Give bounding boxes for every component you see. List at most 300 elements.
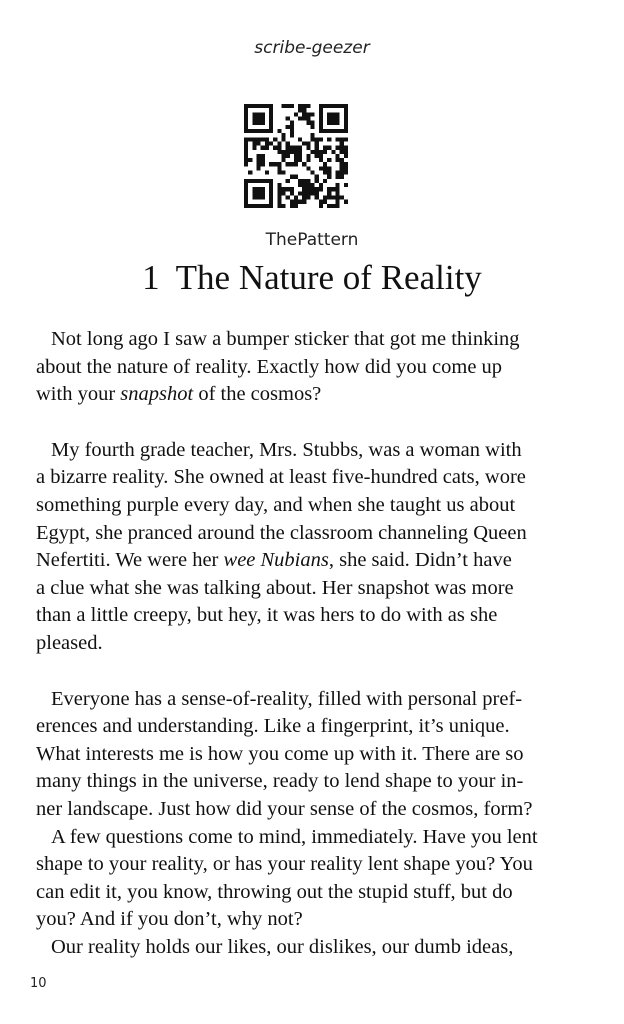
qr-module: [256, 137, 260, 141]
text-line: many things in the universe, ready to lend shape to your in-: [36, 770, 524, 793]
qr-module: [336, 146, 340, 150]
qr-module: [286, 162, 290, 166]
qr-module: [261, 154, 265, 158]
qr-module: [261, 187, 265, 191]
qr-module: [340, 196, 344, 200]
qr-module: [311, 121, 315, 125]
qr-module: [311, 187, 315, 191]
qr-module: [311, 133, 315, 137]
book-subtitle: ThePattern: [265, 230, 359, 250]
text-line: can edit it, you know, throwing out the stupid stuff, but do: [36, 880, 513, 903]
qr-module: [286, 146, 290, 150]
qr-module: [244, 183, 248, 187]
qr-module: [261, 121, 265, 125]
qr-module: [302, 162, 306, 166]
qr-module: [269, 104, 273, 108]
qr-module: [340, 141, 344, 145]
qr-module: [336, 116, 340, 120]
qr-module: [315, 137, 319, 141]
qr-module: [244, 141, 248, 145]
qr-module: [298, 200, 302, 204]
qr-module: [294, 154, 298, 158]
qr-module: [344, 200, 348, 204]
qr-module: [261, 104, 265, 108]
qr-module: [294, 146, 298, 150]
qr-module: [319, 204, 323, 208]
qr-module: [344, 104, 348, 108]
qr-module: [336, 171, 340, 175]
qr-module: [327, 112, 331, 116]
qr-module: [252, 121, 256, 125]
qr-module: [336, 183, 340, 187]
qr-module: [248, 204, 252, 208]
qr-module: [269, 200, 273, 204]
qr-module: [298, 183, 302, 187]
qr-module: [306, 183, 310, 187]
qr-module: [323, 171, 327, 175]
qr-module: [277, 183, 281, 187]
qr-module: [323, 104, 327, 108]
qr-module: [336, 175, 340, 179]
qr-module: [261, 162, 265, 166]
qr-module: [336, 112, 340, 116]
qr-module: [244, 154, 248, 158]
qr-module: [281, 150, 285, 154]
qr-module: [261, 158, 265, 162]
qr-module: [302, 187, 306, 191]
qr-module: [302, 104, 306, 108]
qr-module: [323, 196, 327, 200]
qr-module: [311, 183, 315, 187]
qr-module: [252, 112, 256, 116]
text-line: shape to your reality, or has your reality lent shape you? You: [36, 853, 533, 876]
qr-module: [261, 191, 265, 195]
qr-module: [306, 166, 310, 170]
qr-module: [294, 150, 298, 154]
text-line: Our reality holds our likes, our dislikes, our dumb ideas,: [51, 935, 514, 958]
qr-module: [294, 196, 298, 200]
qr-module: [298, 179, 302, 183]
qr-module: [252, 187, 256, 191]
qr-module: [344, 171, 348, 175]
qr-module: [244, 187, 248, 191]
qr-module: [336, 154, 340, 158]
chapter-title: The Nature of Reality: [175, 258, 482, 297]
qr-module: [331, 116, 335, 120]
text-line: erences and understanding. Like a fingerprint, it’s unique.: [36, 715, 510, 738]
qr-module: [265, 179, 269, 183]
qr-module: [290, 146, 294, 150]
qr-module: [281, 204, 285, 208]
qr-module: [311, 191, 315, 195]
qr-module: [340, 129, 344, 133]
qr-module: [273, 146, 277, 150]
qr-module: [269, 116, 273, 120]
qr-module: [315, 179, 319, 183]
qr-module: [306, 116, 310, 120]
qr-module: [340, 146, 344, 150]
qr-module: [336, 200, 340, 204]
qr-module: [319, 187, 323, 191]
qr-module: [286, 141, 290, 145]
qr-module: [331, 187, 335, 191]
qr-module: [252, 137, 256, 141]
chapter-number: 1: [142, 258, 160, 297]
qr-module: [331, 121, 335, 125]
qr-module: [319, 104, 323, 108]
qr-module: [327, 175, 331, 179]
qr-module: [261, 137, 265, 141]
qr-module: [256, 154, 260, 158]
qr-module: [344, 108, 348, 112]
qr-module: [290, 200, 294, 204]
qr-module: [244, 121, 248, 125]
qr-module: [244, 129, 248, 133]
qr-module: [294, 200, 298, 204]
qr-module: [331, 104, 335, 108]
qr-module: [261, 196, 265, 200]
qr-module: [265, 129, 269, 133]
qr-module: [306, 154, 310, 158]
qr-module: [286, 150, 290, 154]
qr-module: [261, 179, 265, 183]
qr-module: [261, 112, 265, 116]
qr-module: [331, 196, 335, 200]
qr-module: [344, 154, 348, 158]
qr-module: [298, 108, 302, 112]
qr-module: [344, 129, 348, 133]
qr-module: [273, 137, 277, 141]
qr-module: [252, 146, 256, 150]
qr-module: [331, 204, 335, 208]
qr-module: [311, 137, 315, 141]
text-run: with your: [36, 383, 121, 406]
qr-module: [319, 129, 323, 133]
qr-module: [261, 204, 265, 208]
qr-module: [319, 108, 323, 112]
text-line: about the nature of reality. Exactly how did you come up: [36, 355, 503, 378]
qr-module: [281, 137, 285, 141]
text-line: than a little creepy, but hey, it was hers to do with as she: [36, 604, 498, 627]
text-line: My fourth grade teacher, Mrs. Stubbs, was a woman with: [51, 438, 522, 461]
qr-module: [265, 204, 269, 208]
qr-module: [252, 196, 256, 200]
qr-module: [306, 146, 310, 150]
qr-module: [327, 121, 331, 125]
qr-module: [331, 112, 335, 116]
qr-module: [319, 166, 323, 170]
paragraph-gap: [36, 409, 596, 437]
qr-module: [294, 162, 298, 166]
qr-module: [336, 196, 340, 200]
qr-module: [256, 196, 260, 200]
qr-module: [244, 112, 248, 116]
text-line: What interests me is how you come up with it. There are so: [36, 742, 524, 765]
paragraph: [36, 326, 596, 409]
qr-module: [244, 196, 248, 200]
qr-module: [323, 166, 327, 170]
qr-module: [290, 104, 294, 108]
qr-module: [244, 108, 248, 112]
qr-module: [261, 146, 265, 150]
qr-module: [344, 162, 348, 166]
qr-module: [244, 191, 248, 195]
qr-module: [269, 121, 273, 125]
qr-module: [252, 104, 256, 108]
qr-module: [327, 104, 331, 108]
qr-module: [306, 104, 310, 108]
qr-module: [302, 196, 306, 200]
qr-module: [327, 158, 331, 162]
qr-module: [286, 154, 290, 158]
qr-module: [269, 196, 273, 200]
qr-module: [302, 191, 306, 195]
qr-module: [298, 154, 302, 158]
qr-module: [306, 179, 310, 183]
qr-module: [261, 129, 265, 133]
qr-module: [277, 204, 281, 208]
qr-module: [269, 179, 273, 183]
qr-module: [252, 116, 256, 120]
qr-module: [265, 141, 269, 145]
qr-module: [319, 137, 323, 141]
qr-module: [340, 137, 344, 141]
qr-code-image: [244, 104, 348, 208]
qr-module: [311, 150, 315, 154]
qr-module: [244, 162, 248, 166]
paragraph: [36, 437, 596, 658]
qr-module: [315, 191, 319, 195]
qr-module: [327, 129, 331, 133]
qr-module: [281, 187, 285, 191]
qr-module: [298, 150, 302, 154]
qr-module: [302, 183, 306, 187]
qr-module: [281, 191, 285, 195]
chapter-body: [36, 326, 596, 961]
qr-module: [244, 116, 248, 120]
qr-module: [323, 129, 327, 133]
qr-module: [281, 154, 285, 158]
page-number: 10: [30, 976, 47, 991]
qr-module: [256, 112, 260, 116]
qr-module: [256, 116, 260, 120]
text-line: Everyone has a sense-of-reality, filled with personal pref-: [51, 687, 523, 710]
text-line: you? And if you don’t, why not?: [36, 908, 303, 931]
qr-module: [244, 200, 248, 204]
qr-module: [244, 158, 248, 162]
qr-module: [256, 104, 260, 108]
qr-module: [323, 146, 327, 150]
qr-module: [277, 146, 281, 150]
qr-module: [302, 141, 306, 145]
text-line: Not long ago I saw a bumper sticker that got me thinking: [51, 328, 520, 350]
qr-module: [306, 121, 310, 125]
qr-module: [244, 146, 248, 150]
qr-module: [265, 137, 269, 141]
qr-module: [323, 150, 327, 154]
qr-module: [323, 179, 327, 183]
qr-module: [327, 166, 331, 170]
qr-module: [290, 162, 294, 166]
qr-module: [290, 125, 294, 129]
text-line: [36, 547, 596, 575]
qr-module: [290, 129, 294, 133]
qr-module: [277, 129, 281, 133]
qr-module: [248, 171, 252, 175]
qr-module: [269, 141, 273, 145]
qr-module: [294, 158, 298, 162]
qr-module: [327, 204, 331, 208]
qr-module: [327, 137, 331, 141]
qr-module: [302, 179, 306, 183]
qr-module: [277, 200, 281, 204]
qr-module: [344, 121, 348, 125]
qr-module: [281, 104, 285, 108]
qr-module: [256, 121, 260, 125]
qr-module: [306, 187, 310, 191]
qr-module: [290, 187, 294, 191]
qr-module: [277, 191, 281, 195]
qr-module: [244, 204, 248, 208]
qr-module: [244, 150, 248, 154]
qr-module: [256, 204, 260, 208]
qr-module: [256, 187, 260, 191]
qr-module: [331, 129, 335, 133]
qr-module: [340, 171, 344, 175]
qr-module: [306, 141, 310, 145]
qr-module: [306, 196, 310, 200]
qr-module: [344, 137, 348, 141]
qr-module: [319, 150, 323, 154]
qr-module: [340, 175, 344, 179]
qr-module: [340, 104, 344, 108]
qr-module: [327, 146, 331, 150]
qr-module: [273, 162, 277, 166]
qr-module: [294, 175, 298, 179]
qr-module: [344, 112, 348, 116]
qr-module: [344, 146, 348, 150]
qr-module: [252, 204, 256, 208]
qr-module: [319, 200, 323, 204]
qr-module: [344, 166, 348, 170]
text-line: [36, 381, 596, 409]
text-line: Egypt, she pranced around the classroom channeling Queen: [36, 521, 527, 544]
qr-module: [286, 104, 290, 108]
qr-module: [248, 179, 252, 183]
qr-module: [277, 171, 281, 175]
qr-module: [294, 204, 298, 208]
qr-module: [269, 112, 273, 116]
qr-module: [277, 162, 281, 166]
qr-module: [290, 191, 294, 195]
qr-module: [277, 166, 281, 170]
text-line: ner landscape. Just how did your sense of the cosmos, form?: [36, 797, 533, 820]
qr-module: [336, 129, 340, 133]
qr-module: [336, 191, 340, 195]
qr-module: [286, 187, 290, 191]
qr-module: [265, 171, 269, 175]
qr-module: [244, 137, 248, 141]
qr-module: [319, 154, 323, 158]
qr-module: [340, 166, 344, 170]
text-run: of the cosmos?: [193, 383, 322, 406]
qr-module: [248, 104, 252, 108]
qr-module: [340, 150, 344, 154]
qr-module: [269, 129, 273, 133]
qr-module: [269, 162, 273, 166]
qr-module: [298, 146, 302, 150]
qr-module: [306, 191, 310, 195]
qr-module: [311, 171, 315, 175]
paragraph-gap: [36, 658, 596, 686]
qr-module: [269, 191, 273, 195]
qr-module: [323, 162, 327, 166]
qr-module: [256, 166, 260, 170]
qr-module: [340, 162, 344, 166]
qr-module: [252, 129, 256, 133]
qr-module: [281, 171, 285, 175]
qr-module: [336, 187, 340, 191]
text-line: a clue what she was talking about. Her snapshot was more: [36, 576, 514, 599]
qr-module: [311, 125, 315, 129]
qr-module: [256, 191, 260, 195]
text-line: pleased.: [36, 631, 103, 654]
qr-module: [302, 108, 306, 112]
qr-module: [256, 158, 260, 162]
qr-module: [269, 125, 273, 129]
qr-module: [306, 158, 310, 162]
qr-module: [261, 116, 265, 120]
qr-module: [286, 125, 290, 129]
qr-module: [327, 196, 331, 200]
qr-module: [277, 196, 281, 200]
qr-module: [327, 187, 331, 191]
qr-module: [252, 191, 256, 195]
qr-module: [315, 187, 319, 191]
qr-module: [311, 112, 315, 116]
qr-module: [319, 158, 323, 162]
qr-module: [327, 116, 331, 120]
qr-module: [286, 179, 290, 183]
qr-module: [281, 133, 285, 137]
qr-module: [269, 204, 273, 208]
qr-module: [244, 104, 248, 108]
italic-text: wee Nubians: [223, 549, 329, 572]
qr-module: [244, 125, 248, 129]
qr-module: [319, 183, 323, 187]
qr-module: [277, 187, 281, 191]
qr-module: [344, 150, 348, 154]
text-run: , she said. Didn’t have: [328, 549, 512, 572]
qr-module: [336, 158, 340, 162]
qr-module: [248, 129, 252, 133]
qr-module: [290, 204, 294, 208]
qr-module: [315, 154, 319, 158]
qr-module: [327, 171, 331, 175]
qr-module: [315, 175, 319, 179]
paragraph: [36, 686, 596, 962]
qr-module: [248, 137, 252, 141]
qr-module: [302, 200, 306, 204]
qr-module: [277, 141, 281, 145]
qr-module: [265, 146, 269, 150]
qr-module: [315, 196, 319, 200]
qr-module: [269, 108, 273, 112]
qr-module: [336, 204, 340, 208]
qr-module: [344, 125, 348, 129]
qr-module: [298, 116, 302, 120]
qr-module: [290, 150, 294, 154]
